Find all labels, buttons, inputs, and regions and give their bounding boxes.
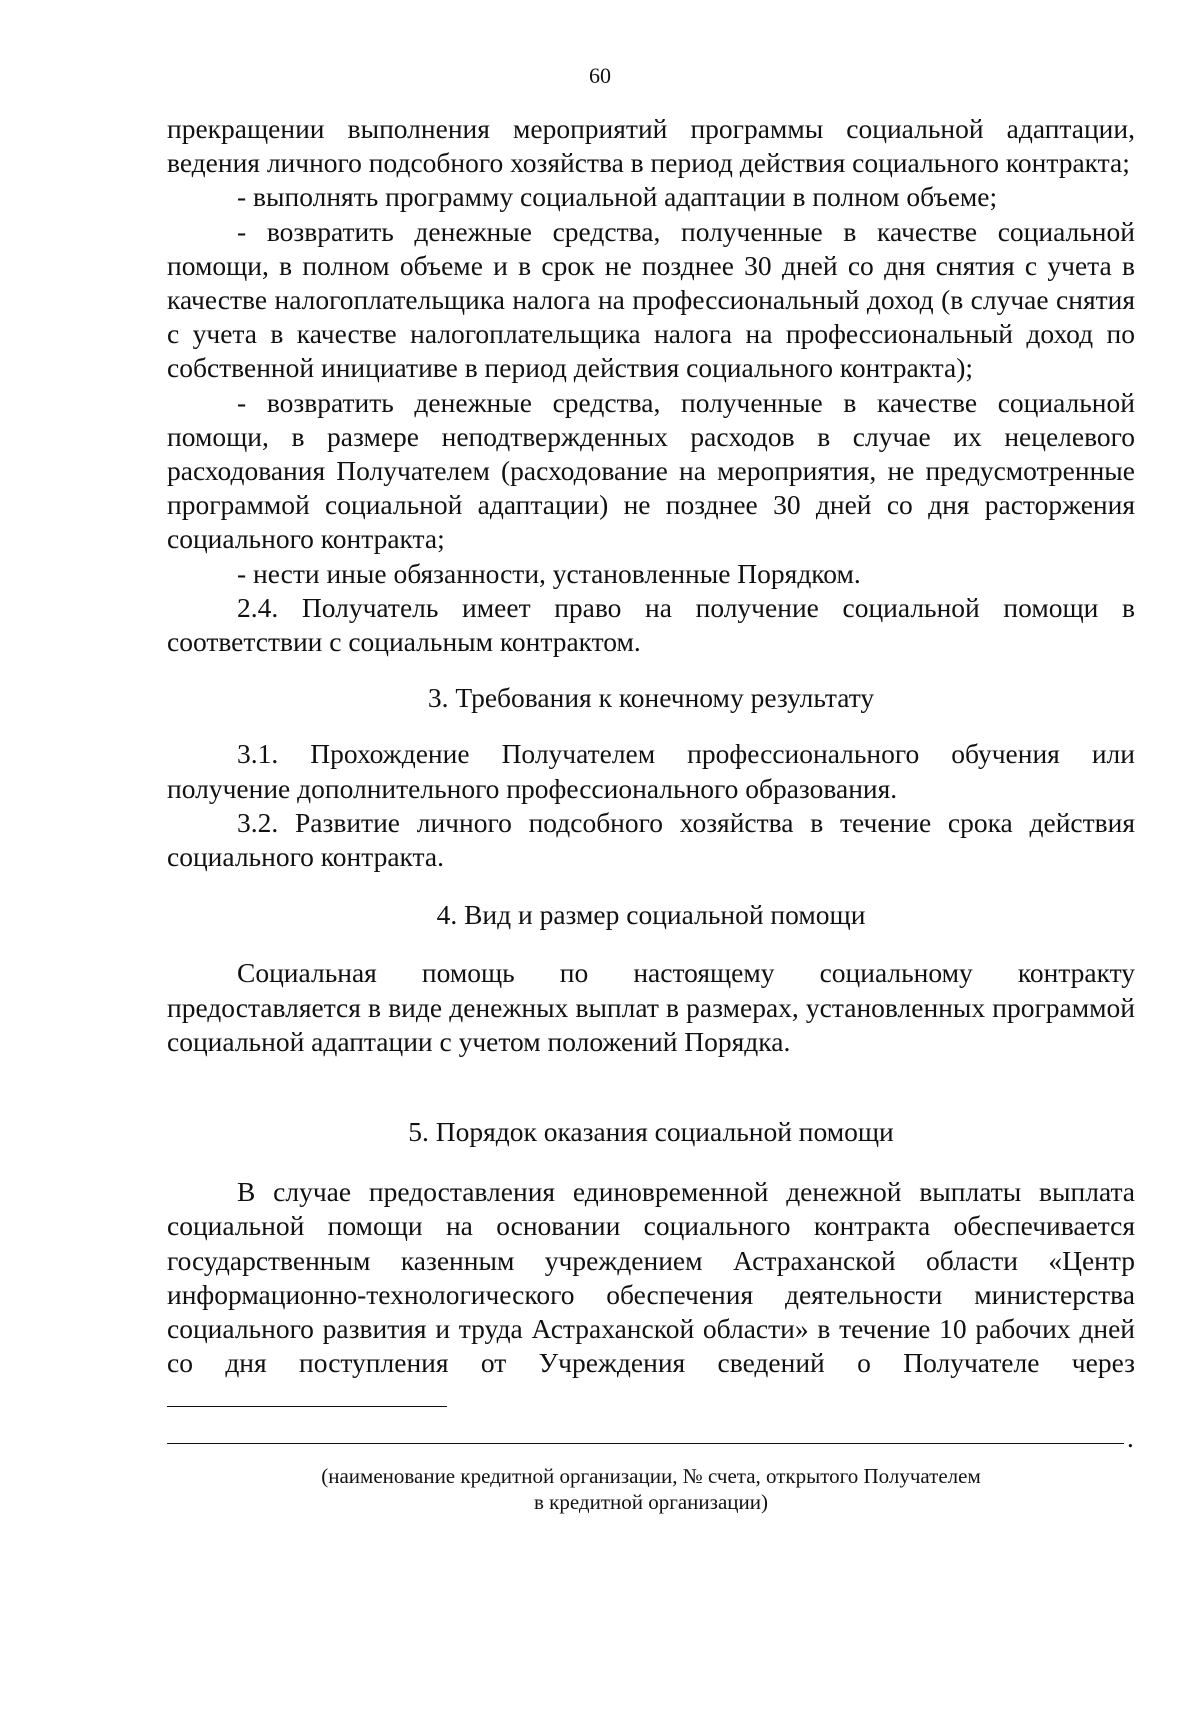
section-3-heading: 3. Требования к конечному результату xyxy=(427,682,875,714)
caption-line-2: в кредитной организации) xyxy=(534,1489,768,1514)
paragraph-5-text: В случае предоставления единовременной денежной выплаты выплата социальной помощи на основании социального контракта обеспечивается государственным казенным учреждением Астраханской области «Центр информационно-технологического обеспечения деятельности министерства социального развития и труда Астраханской области» в течение 10 рабочих дней со дня поступления от Учреждения сведений о Получателе через xyxy=(167,1176,1135,1379)
bank-fill-line-inline xyxy=(167,1384,447,1407)
page-number: 60 xyxy=(589,63,611,88)
document-body xyxy=(167,112,1135,1515)
paragraph-4-body: Социальная помощь по настоящему социальному контракту предоставляется в виде денежных выплат в размерах, установленных программой социальной адаптации с учетом положений Порядка. xyxy=(167,957,1135,1057)
paragraph-5-body xyxy=(167,1175,1135,1414)
bank-fill-caption xyxy=(167,1463,1135,1515)
paragraph-continuation: прекращении выполнения мероприятий программы социальной адаптации, ведения личного подсобного хозяйства в период действия социального контракта; xyxy=(167,113,1135,179)
section-5-heading: 5. Порядок оказания социальной помощи xyxy=(408,1116,894,1148)
paragraph-obligation-return-full: - возвратить денежные средства, полученные в качестве социальной помощи, в полном объеме и в срок не позднее 30 дней со дня снятия с учета в качестве налогоплательщика налога на профессиональный доход (в случае снятия с учета в качестве налогоплательщика налога на профессиональный доход по собственной инициативе в период действия социального контракта); xyxy=(167,215,1135,384)
bank-line-end: . xyxy=(1127,1422,1134,1453)
paragraph-obligation-other: - нести иные обязанности, установленные Порядком. xyxy=(237,557,861,589)
paragraph-3-2: 3.2. Развитие личного подсобного хозяйства в течение срока действия социального контракта. xyxy=(167,806,1135,873)
paragraph-obligation-program: - выполнять программу социальной адаптации в полном объеме; xyxy=(237,181,998,213)
bank-fill-line xyxy=(167,1443,1124,1444)
section-4-heading: 4. Вид и размер социальной помощи xyxy=(436,899,866,931)
paragraph-3-1: 3.1. Прохождение Получателем профессионального обучения или получение дополнительного профессионального образования. xyxy=(167,738,1135,804)
paragraph-obligation-return-unconfirmed: - возвратить денежные средства, полученные в качестве социальной помощи, в размере неподтвержденных расходов в случае их нецелевого расходования Получателем (расходование на мероприятия, не предусмотренные программой социальной адаптации) не позднее 30 дней со дня расторжения социального контракта; xyxy=(167,386,1135,555)
caption-line-1: (наименование кредитной организации, № счета, открытого Получателем xyxy=(321,1463,981,1488)
paragraph-2-4: 2.4. Получатель имеет право на получение социальной помощи в соответствии с социальным контрактом. xyxy=(167,591,1135,658)
bank-fill-line-block xyxy=(167,1415,1135,1459)
